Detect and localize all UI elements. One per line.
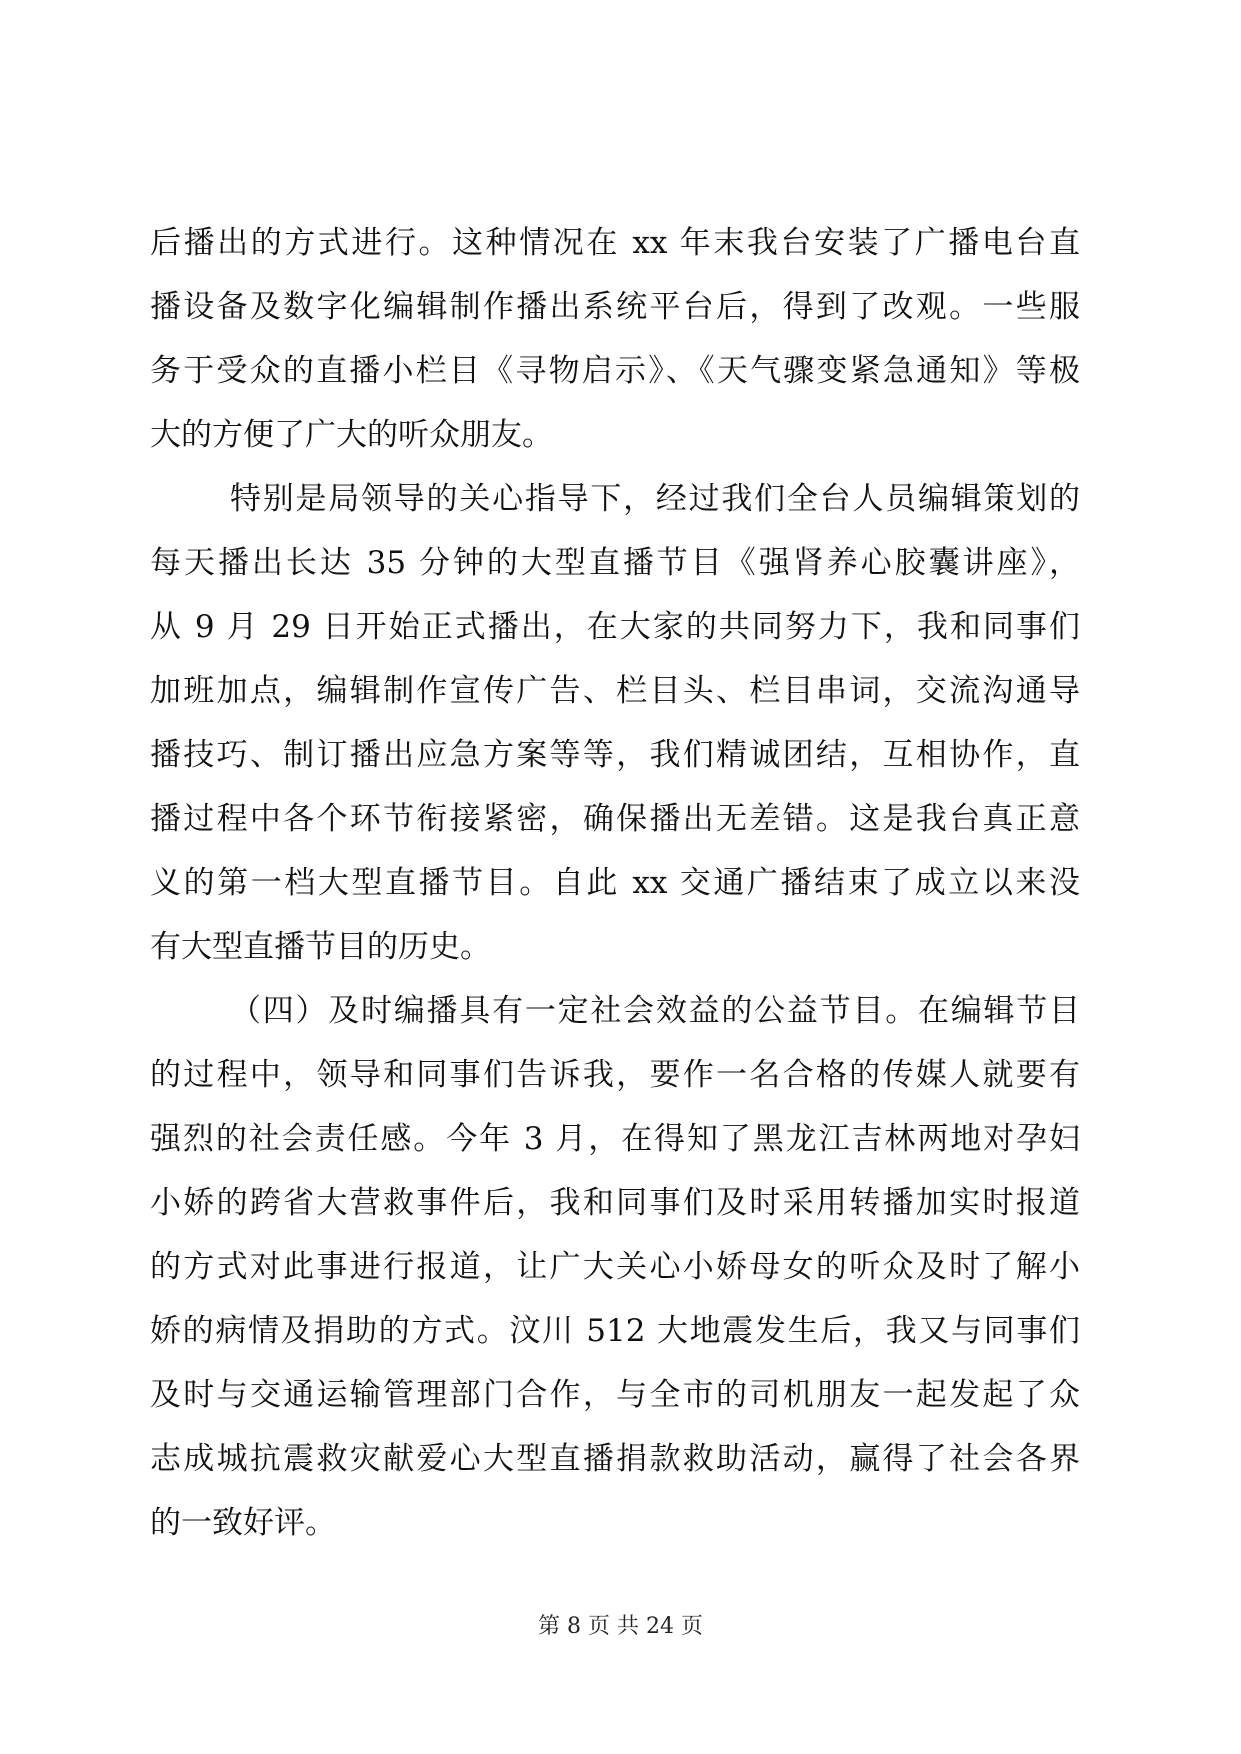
paragraph-3-line-9: 的一致好评。	[150, 1505, 336, 1541]
paragraph-2-line-5: 播技巧、制订播出应急方案等等，我们精诚团结，互相协作，直	[150, 737, 1080, 773]
paragraph-3-line-6: 娇的病情及捐助的方式。汶川 512 大地震发生后，我又与同事们	[150, 1313, 1080, 1349]
paragraph-3-line-1: （四）及时编播具有一定社会效益的公益节目。在编辑节目	[230, 993, 1080, 1029]
paragraph-2-line-7: 义的第一档大型直播节目。自此 xx 交通广播结束了成立以来没	[150, 865, 1080, 901]
paragraph-3-line-3: 强烈的社会责任感。今年 3 月，在得知了黑龙江吉林两地对孕妇	[150, 1121, 1080, 1157]
page-number-footer: 第 8 页 共 24 页	[538, 1614, 703, 1639]
paragraph-3-line-8: 志成城抗震救灾献爱心大型直播捐款救助活动，赢得了社会各界	[150, 1441, 1080, 1477]
paragraph-3-line-5: 的方式对此事进行报道，让广大关心小娇母女的听众及时了解小	[150, 1249, 1080, 1285]
paragraph-2-line-6: 播过程中各个环节衔接紧密，确保播出无差错。这是我台真正意	[150, 801, 1080, 837]
paragraph-3-line-7: 及时与交通运输管理部门合作，与全市的司机朋友一起发起了众	[150, 1377, 1080, 1413]
paragraph-3-line-2: 的过程中，领导和同事们告诉我，要作一名合格的传媒人就要有	[150, 1057, 1080, 1093]
paragraph-2-line-1: 特别是局领导的关心指导下，经过我们全台人员编辑策划的	[230, 481, 1080, 517]
document-body	[150, 211, 1080, 1555]
paragraph-1-line-1: 后播出的方式进行。这种情况在 xx 年末我台安装了广播电台直	[150, 225, 1080, 261]
paragraph-1-line-2: 播设备及数字化编辑制作播出系统平台后，得到了改观。一些服	[150, 289, 1080, 325]
paragraph-1-line-4: 大的方便了广大的听众朋友。	[150, 417, 553, 453]
paragraph-2-line-2: 每天播出长达 35 分钟的大型直播节目《强肾养心胶囊讲座》，	[150, 545, 1080, 581]
paragraph-3-line-4: 小娇的跨省大营救事件后，我和同事们及时采用转播加实时报道	[150, 1185, 1080, 1221]
paragraph-1-line-3: 务于受众的直播小栏目《寻物启示》、《天气骤变紧急通知》等极	[150, 353, 1080, 389]
paragraph-2-line-4: 加班加点，编辑制作宣传广告、栏目头、栏目串词，交流沟通导	[150, 673, 1080, 709]
paragraph-2-line-3: 从 9 月 29 日开始正式播出，在大家的共同努力下，我和同事们	[150, 609, 1080, 645]
paragraph-2-line-8: 有大型直播节目的历史。	[150, 929, 491, 965]
